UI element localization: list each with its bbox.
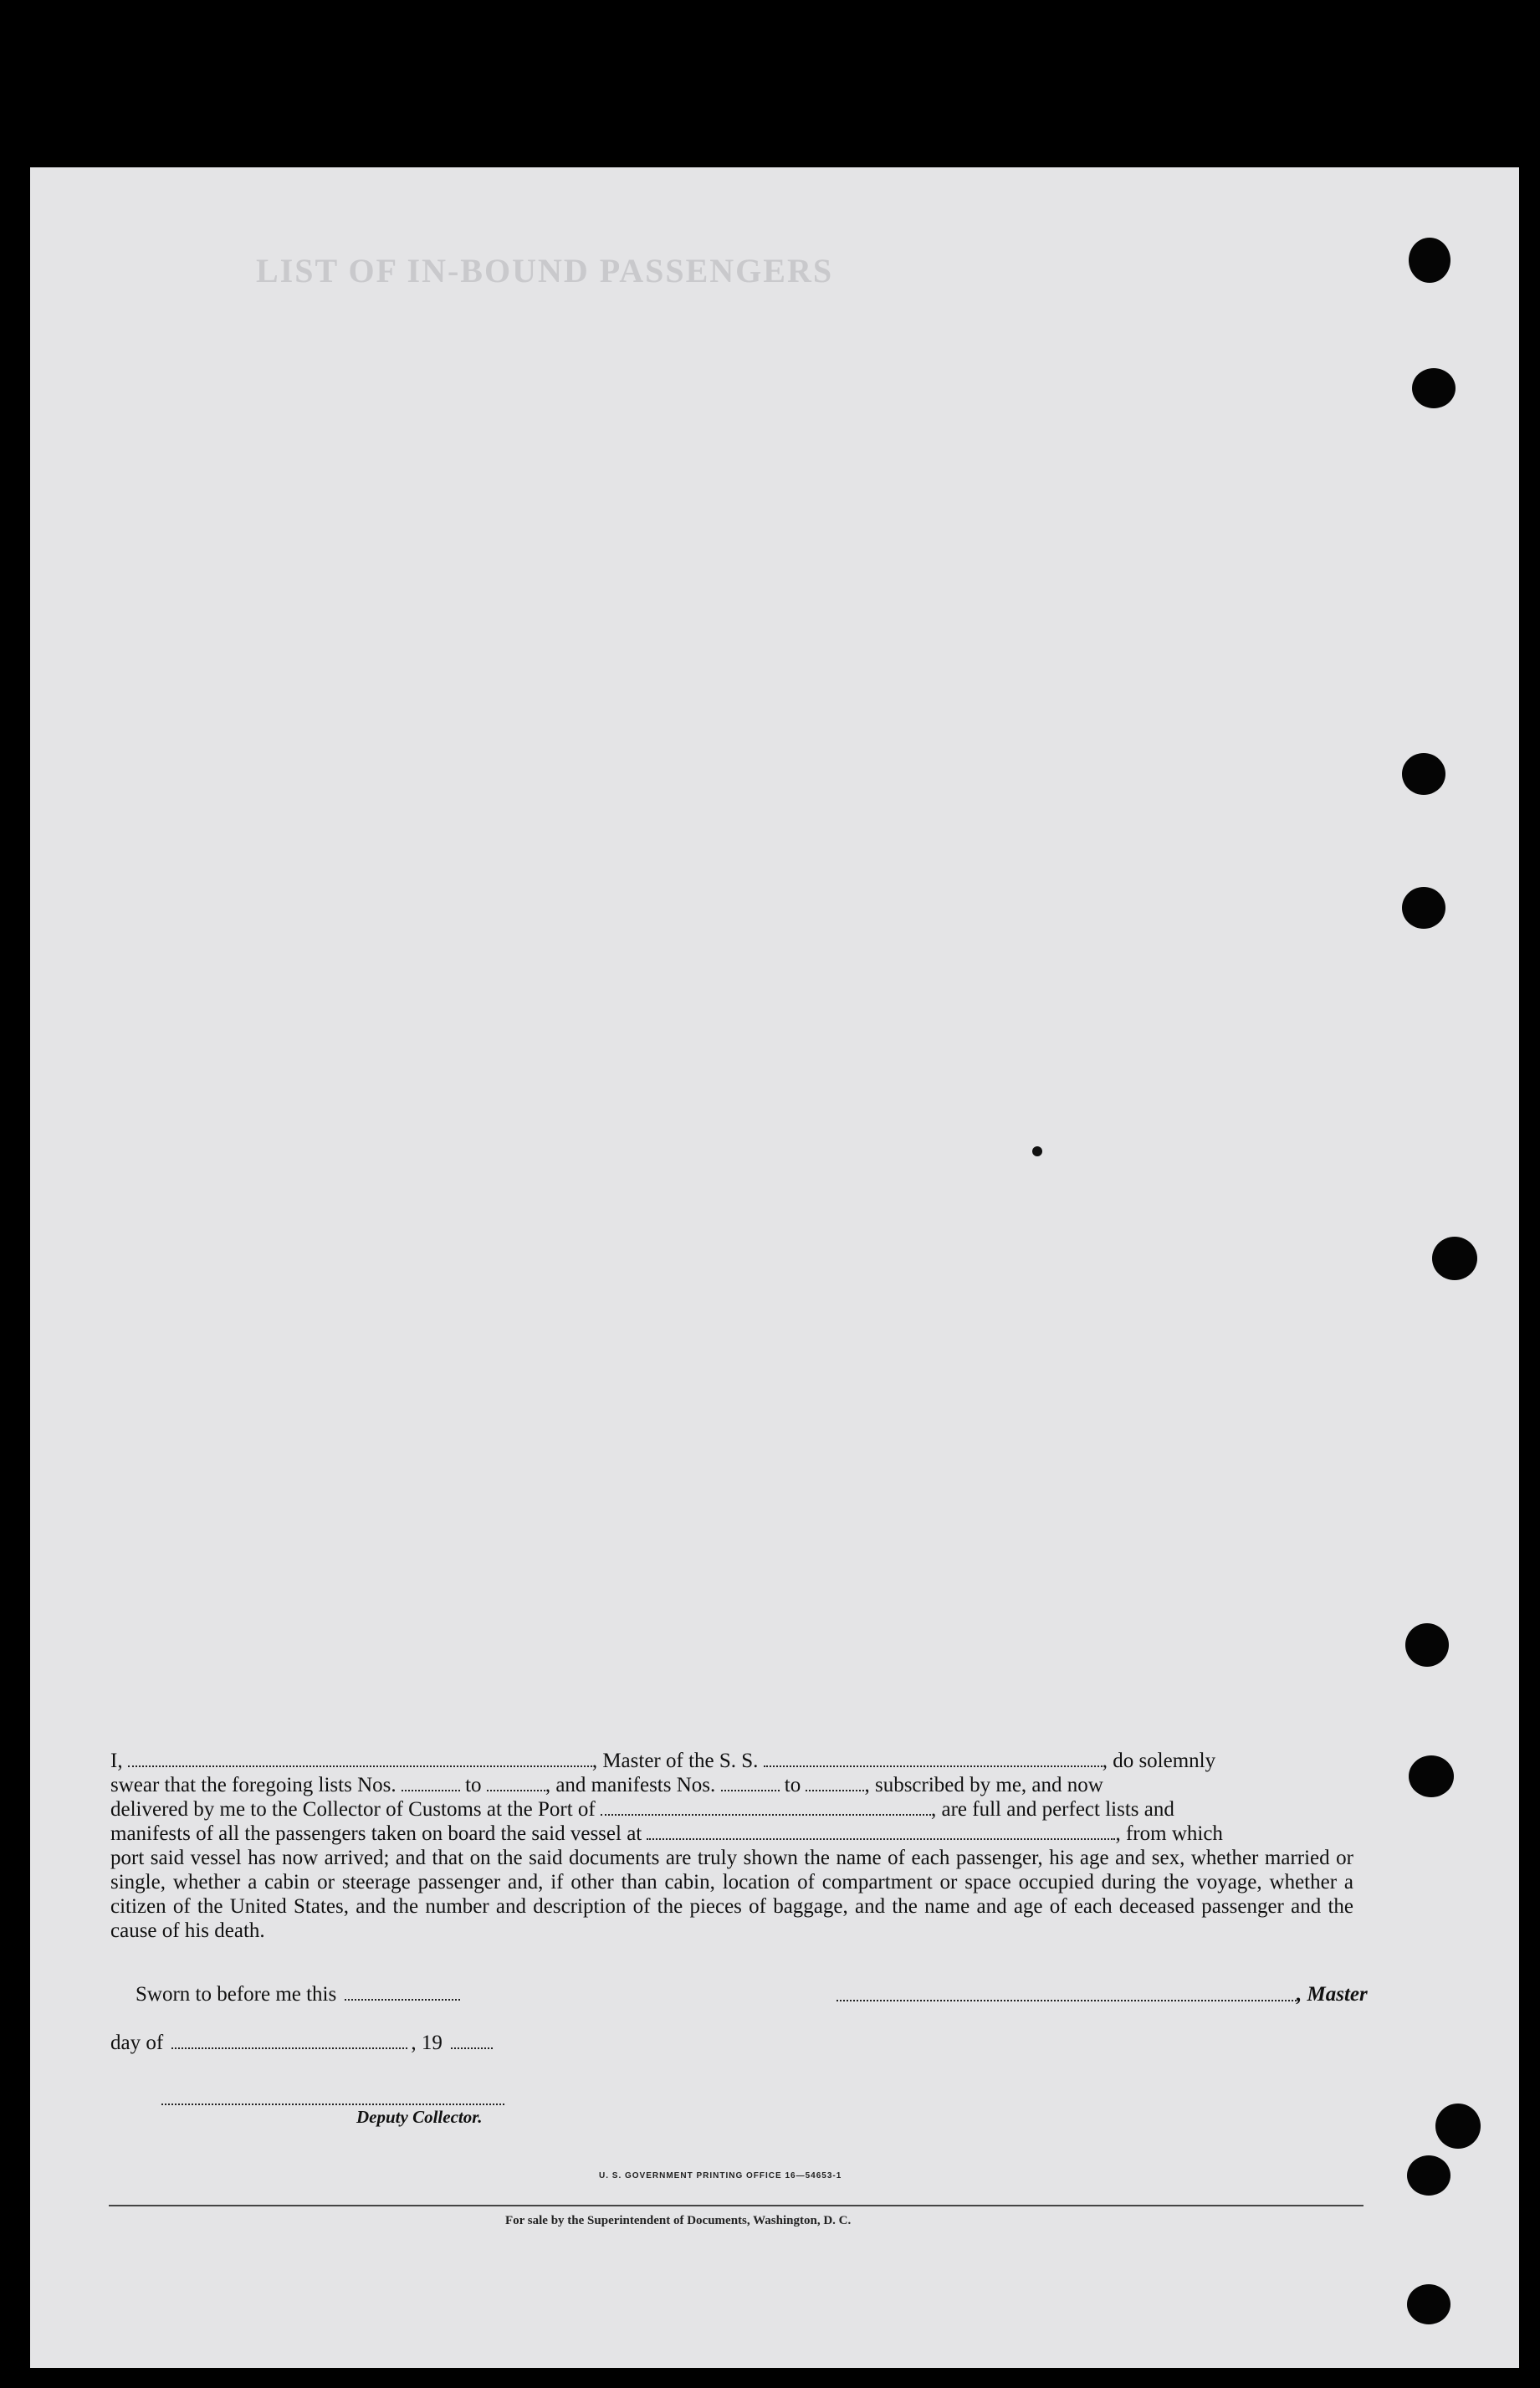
oath-master-label: , Master of the S. S.: [591, 1750, 759, 1772]
deputy-collector-label: Deputy Collector.: [356, 2107, 483, 2127]
form-sheet: [30, 167, 1519, 2368]
punch-hole: [1432, 1237, 1477, 1280]
embark-port-blank[interactable]: [647, 1823, 1115, 1840]
punch-hole: [1412, 368, 1456, 408]
punch-hole: [1409, 1755, 1454, 1797]
year-blank[interactable]: [451, 2032, 493, 2049]
month-blank[interactable]: [171, 2032, 407, 2049]
master-name-blank[interactable]: [128, 1750, 592, 1767]
year-label: , 19: [411, 2032, 443, 2054]
master-signature-line[interactable]: [837, 2000, 1297, 2001]
oath-full: , are full and perfect lists and: [931, 1798, 1174, 1821]
footer-rule: [109, 2205, 1363, 2206]
sworn-label: Sworn to before me this: [136, 1983, 337, 2006]
port-blank[interactable]: [601, 1799, 931, 1816]
punch-hole: [1405, 1623, 1449, 1667]
oath-to-1: to: [465, 1774, 482, 1796]
oath-solemnly: , do solemnly: [1102, 1750, 1216, 1772]
punch-hole: [1407, 2284, 1450, 2324]
oath-manifests: , and manifests Nos.: [545, 1774, 716, 1796]
punch-hole: [1402, 753, 1445, 795]
master-suffix: , Master: [1297, 1983, 1368, 2006]
oath-manifests-all: manifests of all the passengers taken on board the said vessel at: [110, 1822, 642, 1845]
manifest-to-blank[interactable]: [806, 1775, 864, 1791]
punch-hole: [1402, 887, 1445, 929]
manifest-from-blank[interactable]: [721, 1775, 780, 1791]
oath-delivered: delivered by me to the Collector of Customs at the Port of: [110, 1798, 596, 1821]
oath-swear: swear that the foregoing lists Nos.: [110, 1774, 397, 1796]
list-to-blank[interactable]: [487, 1775, 545, 1791]
ink-speck: [1032, 1146, 1042, 1156]
oath-subscribed: , subscribed by me, and now: [864, 1774, 1103, 1796]
oath-which: , from which: [1115, 1822, 1223, 1845]
punch-hole: [1407, 2155, 1450, 2196]
oath-to-2: to: [784, 1774, 801, 1796]
day-row: [110, 2032, 496, 2055]
sworn-date-blank[interactable]: [345, 1984, 460, 2001]
day-of-label: day of: [110, 2032, 164, 2054]
sworn-row: [136, 1983, 463, 2006]
oath-paragraph: [110, 1749, 1353, 1943]
oath-rest: port said vessel has now arrived; and that on the said documents are truly shown the name of each passenger, his age and sex, whether married or single, whether a cabin or steerage passenger and, if other than cabin, location of compartment or space occupied during the voyage, whether a citizen of the United States, and the number and description of the pieces of baggage, and the name and age of each deceased passenger and the cause of his death.: [110, 1847, 1353, 1942]
sale-notice: For sale by the Superintendent of Documents, Washington, D. C.: [505, 2214, 852, 2227]
ship-name-blank[interactable]: [764, 1750, 1103, 1767]
deputy-signature-line[interactable]: [161, 2104, 504, 2105]
oath-i: I,: [110, 1750, 123, 1772]
ghost-title: LIST OF IN-BOUND PASSENGERS: [256, 252, 834, 290]
list-from-blank[interactable]: [402, 1775, 460, 1791]
punch-hole: [1435, 2104, 1481, 2149]
punch-hole: [1409, 238, 1450, 283]
gpo-imprint: U. S. GOVERNMENT PRINTING OFFICE 16—54653-1: [599, 2171, 842, 2180]
